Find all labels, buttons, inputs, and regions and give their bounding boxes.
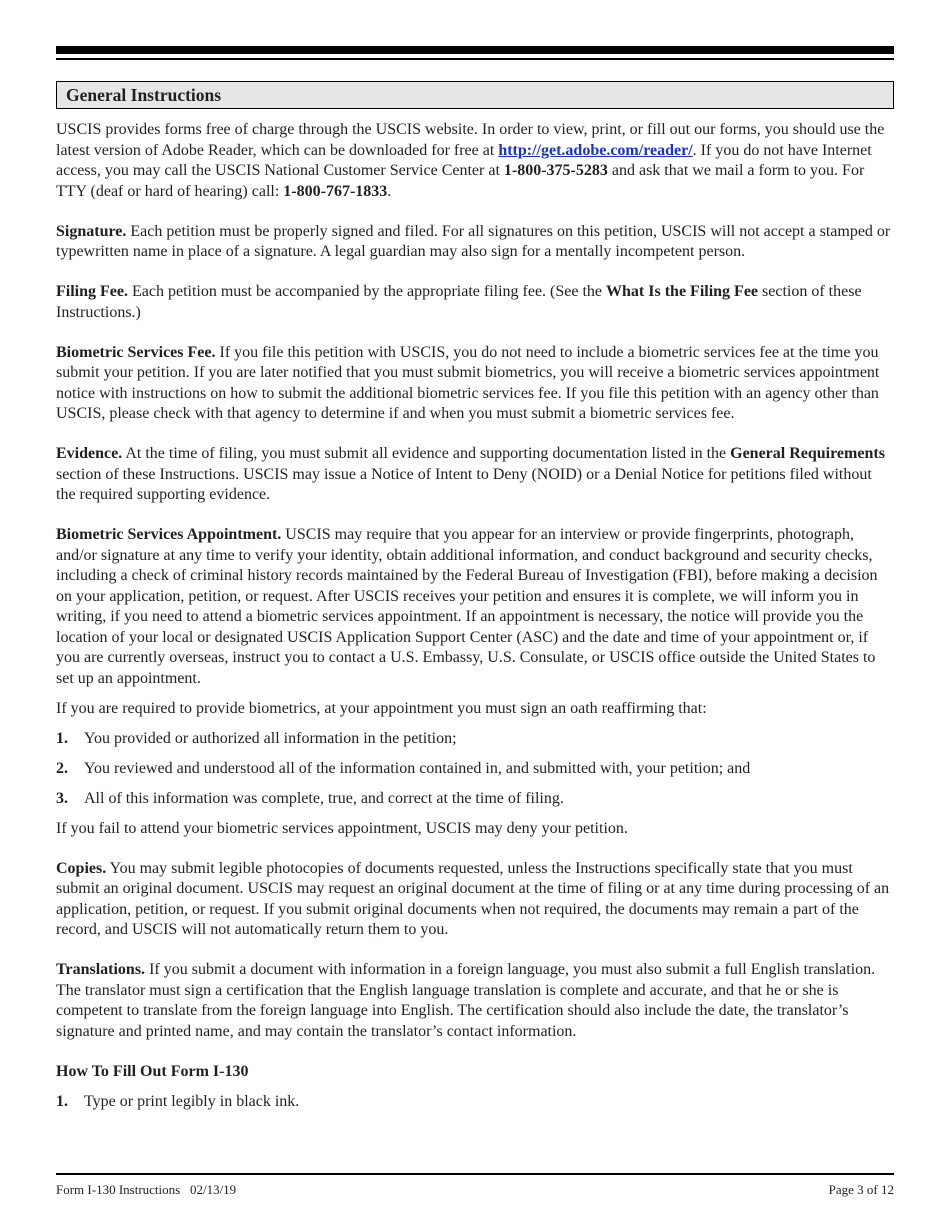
header-rule-thick	[56, 46, 894, 54]
copies-paragraph	[56, 859, 894, 941]
section-heading: General Instructions	[56, 81, 894, 109]
evidence-text-1: At the time of filing, you must submit all evidence and supporting documentation listed in the	[122, 445, 731, 462]
list-text: You reviewed and understood all of the information contained in, and submitted with, your petition; and	[84, 759, 751, 777]
list-text: You provided or authorized all information in the petition;	[84, 729, 457, 747]
evidence-label: Evidence.	[56, 445, 123, 462]
oath-item	[56, 789, 894, 810]
biometric-appointment-paragraph	[56, 525, 894, 689]
signature-paragraph	[56, 222, 894, 263]
header-rule-thin	[56, 58, 894, 60]
translations-text: If you submit a document with information in a foreign language, you must also submit a full English translation. The translator must sign a certification that the English language translation is complete and accurate, and that he or she is competent to translate from the foreign language into English. The certification should also include the date, the translator’s signature and printed name, and may contain the translator’s contact information.	[56, 961, 876, 1040]
copies-text: You may submit legible photocopies of documents requested, unless the Instructions specifically state that you must submit an original document. USCIS may request an original document at the time of filing or at any time during processing of an application, petition, or request. If you submit original documents when not required, the documents may remain a part of the record, and USCIS will not automatically return them to you.	[56, 859, 890, 938]
copies-label: Copies.	[56, 859, 107, 877]
filing-fee-text-2: section of these Instructions.)	[56, 283, 862, 321]
intro-text-3: and ask that we mail a form to you. For TTY (deaf or hard of hearing) call:	[56, 162, 865, 200]
oath-item	[56, 759, 894, 780]
evidence-text-2: section of these Instructions. USCIS may issue a Notice of Intent to Deny (NOID) or a Denial Notice for petitions filed without the required supporting evidence.	[56, 465, 872, 503]
biometric-fee-label: Biometric Services Fee.	[56, 343, 216, 361]
biometric-appointment-text: USCIS may require that you appear for an interview or provide fingerprints, photograph, and/or signature at any time to verify your identity, obtain additional information, and conduct background and security checks, including a check of criminal history records maintained by the Federal Bureau of Investigation (FBI), before making a decision on your application, petition, or request. After USCIS receives your petition and ensures it is complete, we will inform you in writing, if you need to attend a biometric services appointment. If an appointment is necessary, the notice will provide you the location of your local or designated USCIS Application Support Center (ASC) and the date and time of your appointment or, if you are currently overseas, instruct you to contact a U.S. Embassy, U.S. Consulate, or USCIS office outside the United States to set up an appointment.	[56, 526, 878, 687]
filing-fee-paragraph	[56, 282, 894, 323]
evidence-reference: General Requirements	[730, 445, 885, 462]
filing-fee-reference: What Is the Filing Fee	[606, 283, 759, 300]
signature-text: Each petition must be properly signed and filed. For all signatures on this petition, USCIS will not accept a stamped or typewritten name in place of a signature. A legal guardian may also sign for a mentally incompetent person.	[56, 222, 891, 260]
evidence-paragraph	[56, 444, 894, 506]
how-to-heading: How To Fill Out Form I-130	[56, 1062, 249, 1080]
intro-text-2: . If you do not have Internet access, you may call the USCIS National Customer Service Center at	[56, 141, 872, 179]
intro-text-1: USCIS provides forms free of charge through the USCIS website. In order to view, print, or fill out our forms, you should use the latest version of Adobe Reader, which can be downloaded for free at	[56, 121, 885, 159]
intro-paragraph	[56, 120, 894, 202]
oath-intro: If you are required to provide biometrics, at your appointment you must sign an oath reaffirming that:	[56, 699, 707, 717]
oath-item	[56, 729, 894, 750]
signature-label: Signature.	[56, 222, 127, 240]
footer-rule	[56, 1173, 894, 1175]
biometric-fee-paragraph	[56, 343, 894, 425]
list-number: 2.	[56, 759, 68, 777]
list-number: 3.	[56, 789, 68, 807]
how-to-item	[56, 1092, 894, 1113]
oath-outro: If you fail to attend your biometric services appointment, USCIS may deny your petition.	[56, 819, 628, 837]
translations-paragraph	[56, 960, 894, 1042]
translations-label: Translations.	[56, 961, 146, 978]
tty-phone: 1-800-767-1833	[283, 182, 388, 200]
form-edition: Form I-130 Instructions 02/13/19	[56, 1182, 237, 1197]
list-text: Type or print legibly in black ink.	[84, 1092, 300, 1110]
biometric-fee-text: If you file this petition with USCIS, you do not need to include a biometric services fee at the time you submit your petition. If you are later notified that you must submit biometrics, you will receive a biometric services appointment notice with instructions on how to submit the additional biometric services fee. If you file this petition with an agency other than USCIS, please check with that agency to determine if and when you must submit a biometric services fee.	[56, 343, 880, 422]
biometric-appointment-label: Biometric Services Appointment.	[56, 526, 282, 543]
filing-fee-text-1: Each petition must be accompanied by the appropriate filing fee. (See the	[127, 283, 607, 300]
list-text: All of this information was complete, true, and correct at the time of filing.	[84, 789, 564, 807]
adobe-reader-link[interactable]: http://get.adobe.com/reader/	[498, 141, 693, 159]
list-number: 1.	[56, 729, 68, 747]
page-number: Page 3 of 12	[828, 1182, 894, 1197]
intro-text-4: .	[387, 182, 392, 200]
list-number: 1.	[56, 1092, 68, 1110]
page-content	[56, 46, 894, 1112]
uscis-phone: 1-800-375-5283	[503, 162, 608, 179]
filing-fee-label: Filing Fee.	[56, 283, 128, 300]
page-footer	[56, 1182, 894, 1198]
